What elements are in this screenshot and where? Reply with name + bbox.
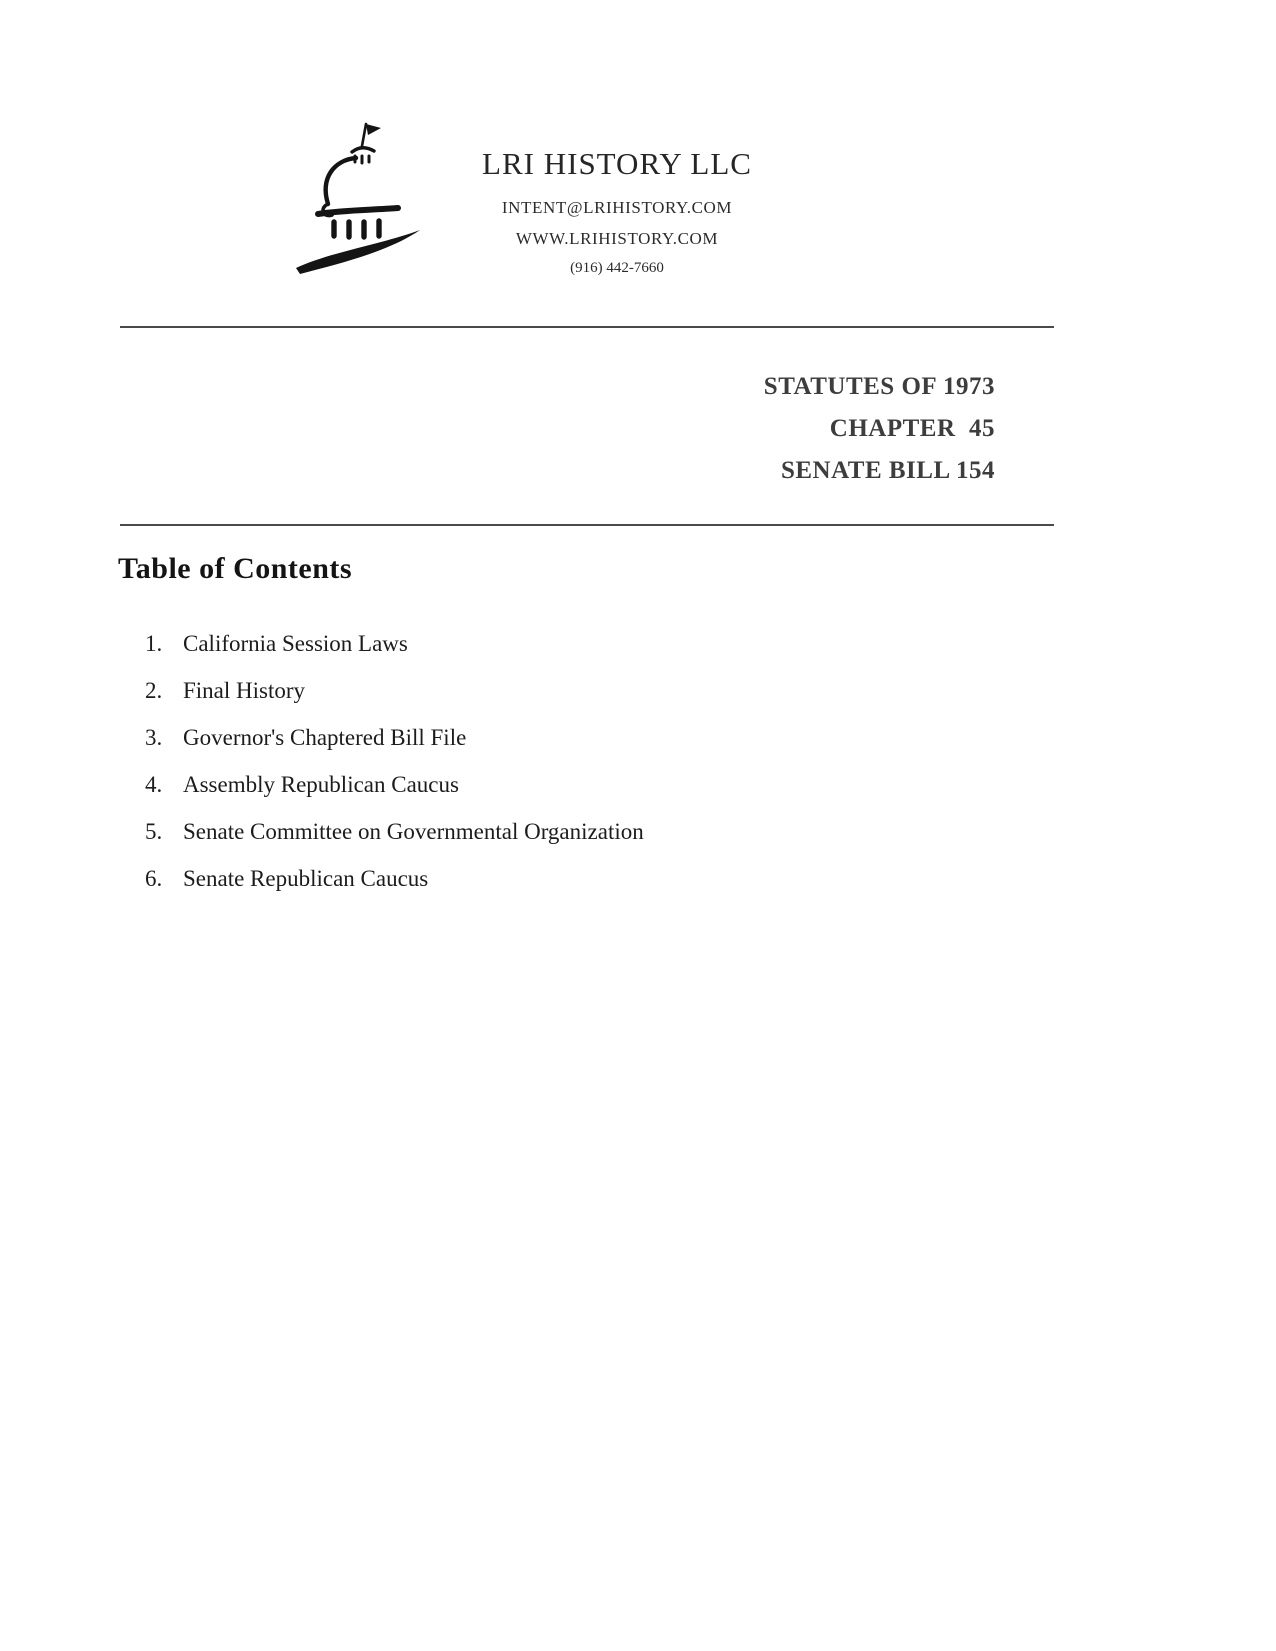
toc-item-number: 6. bbox=[145, 866, 163, 891]
divider-bottom bbox=[120, 524, 1054, 526]
toc-item-number: 2. bbox=[145, 678, 163, 703]
toc-list bbox=[118, 620, 1018, 902]
toc-item-label: Governor's Chaptered Bill File bbox=[183, 725, 467, 750]
toc-item-number: 1. bbox=[145, 631, 163, 656]
toc-item-label: Assembly Republican Caucus bbox=[183, 772, 459, 797]
toc-item-label: Senate Republican Caucus bbox=[183, 866, 429, 891]
capitol-dome-logo-icon bbox=[288, 118, 438, 283]
divider-top bbox=[120, 326, 1054, 328]
senate-bill-line: SENATE BILL 154 bbox=[780, 457, 995, 484]
table-of-contents bbox=[118, 552, 1018, 902]
toc-item bbox=[145, 808, 1018, 855]
toc-item-number: 3. bbox=[145, 725, 163, 750]
toc-item bbox=[145, 714, 1018, 761]
company-email: INTENT@LRIHISTORY.COM bbox=[501, 198, 733, 217]
letterhead bbox=[288, 118, 762, 283]
toc-item-label: Senate Committee on Governmental Organization bbox=[183, 819, 644, 844]
toc-item-number: 4. bbox=[145, 772, 163, 797]
statutes-line: STATUTES OF 1973 bbox=[763, 373, 995, 400]
toc-item-number: 5. bbox=[145, 819, 163, 844]
toc-item bbox=[145, 667, 1018, 714]
company-website: WWW.LRIHISTORY.COM bbox=[515, 229, 719, 248]
title-block bbox=[764, 366, 995, 492]
company-name: LRI HISTORY LLC bbox=[482, 146, 752, 181]
toc-item bbox=[145, 855, 1018, 902]
chapter-line: CHAPTER 45 bbox=[829, 415, 995, 442]
contact-block bbox=[472, 118, 762, 277]
toc-item-label: Final History bbox=[183, 678, 306, 703]
toc-item bbox=[145, 761, 1018, 808]
toc-item-label: California Session Laws bbox=[183, 631, 408, 656]
toc-heading: Table of Contents bbox=[118, 552, 353, 585]
toc-item bbox=[145, 620, 1018, 667]
company-phone: (916) 442-7660 bbox=[570, 260, 664, 276]
